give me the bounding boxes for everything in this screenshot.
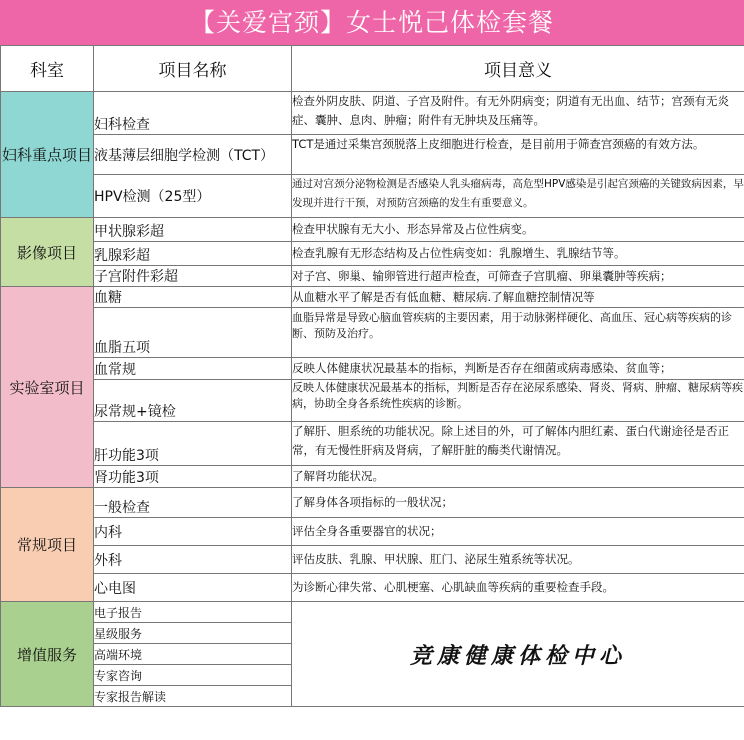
item-meaning: 为诊断心律失常、心肌梗塞、心肌缺血等疾病的重要检查手段。 [292, 574, 744, 602]
item-meaning: 评估全身各重要器官的状况； [292, 518, 744, 546]
item-meaning: 了解身体各项指标的一般状况； [292, 488, 744, 518]
table-row [1, 266, 744, 287]
table-row [1, 422, 744, 466]
table-row [1, 546, 744, 574]
table-row [1, 602, 744, 623]
item-name: 心电图 [94, 574, 292, 602]
table-row [1, 218, 744, 242]
table-row [1, 287, 744, 308]
center-name: 竞康健康体检中心 [292, 602, 744, 707]
item-name: 乳腺彩超 [94, 242, 292, 266]
item-meaning: 检查甲状腺有无大小、形态异常及占位性病变。 [292, 218, 744, 242]
table-row [1, 488, 744, 518]
item-meaning: TCT是通过采集宫颈脱落上皮细胞进行检查，是目前用于筛查宫颈癌的有效方法。 [292, 135, 744, 175]
item-name: 子宫附件彩超 [94, 266, 292, 287]
category-imaging: 影像项目 [1, 218, 94, 287]
item-meaning: 通过对宫颈分泌物检测是否感染人乳头瘤病毒，高危型HPV感染是引起宫颈癌的关键致病因素，早发现并进行干预，对预防宫颈癌的发生有重要意义。 [292, 175, 744, 218]
item-name: 液基薄层细胞学检测（TCT） [94, 135, 292, 175]
table-row [1, 380, 744, 422]
header-meaning: 项目意义 [292, 46, 744, 92]
item-meaning: 血脂异常是导致心脑血管疾病的主要因素，用于动脉粥样硬化、高血压、冠心病等疾病的诊断、预防及治疗。 [292, 308, 744, 358]
item-name: HPV检测（25型） [94, 175, 292, 218]
item-meaning: 检查乳腺有无形态结构及占位性病变如：乳腺增生、乳腺结节等。 [292, 242, 744, 266]
header-department: 科室 [1, 46, 94, 92]
item-name: 尿常规+镜检 [94, 380, 292, 422]
category-regular: 常规项目 [1, 488, 94, 602]
category-value: 增值服务 [1, 602, 94, 707]
table-row [1, 574, 744, 602]
item-name: 内科 [94, 518, 292, 546]
item-meaning: 检查外阴皮肤、阴道、子宫及附件。有无外阴病变；阴道有无出血、结节；宫颈有无炎症、囊肿、息肉、肿瘤；附件有无肿块及压痛等。 [292, 92, 744, 135]
item-meaning: 对子宫、卵巢、输卵管进行超声检查，可筛查子宫肌瘤、卵巢囊肿等疾病； [292, 266, 744, 287]
item-name: 血常规 [94, 358, 292, 380]
table-row [1, 518, 744, 546]
category-lab: 实验室项目 [1, 287, 94, 488]
item-meaning: 反映人体健康状况最基本的指标，判断是否存在泌尿系感染、肾炎、肾病、肿瘤、糖尿病等疾病，协助全身各系统性疾病的诊断。 [292, 380, 744, 422]
item-meaning: 了解肝、胆系统的功能状况。除上述目的外，可了解体内胆红素、蛋白代谢途径是否正常，有无慢性肝病及肾病，了解肝脏的酶类代谢情况。 [292, 422, 744, 466]
item-name: 血糖 [94, 287, 292, 308]
item-meaning: 评估皮肤、乳腺、甲状腺、肛门、泌尿生殖系统等状况。 [292, 546, 744, 574]
item-name: 血脂五项 [94, 308, 292, 358]
item-meaning: 反映人体健康状况最基本的指标，判断是否存在细菌或病毒感染、贫血等； [292, 358, 744, 380]
table-row [1, 175, 744, 218]
item-meaning: 从血糖水平了解是否有低血糖、糖尿病.了解血糖控制情况等 [292, 287, 744, 308]
service-item: 星级服务 [94, 623, 292, 644]
table-row [1, 308, 744, 358]
item-meaning: 了解肾功能状况。 [292, 466, 744, 488]
table-row [1, 135, 744, 175]
item-name: 肝功能3项 [94, 422, 292, 466]
table-header-row [1, 46, 744, 92]
service-item: 高端环境 [94, 644, 292, 665]
package-table [0, 45, 744, 707]
item-name: 甲状腺彩超 [94, 218, 292, 242]
item-name: 肾功能3项 [94, 466, 292, 488]
header-item: 项目名称 [94, 46, 292, 92]
service-item: 电子报告 [94, 602, 292, 623]
item-name: 一般检查 [94, 488, 292, 518]
table-row [1, 92, 744, 135]
table-row [1, 242, 744, 266]
service-item: 专家报告解读 [94, 686, 292, 707]
page-title: 【关爱宫颈】女士悦己体检套餐 [0, 0, 744, 45]
service-item: 专家咨询 [94, 665, 292, 686]
item-name: 妇科检查 [94, 92, 292, 135]
category-gyn: 妇科重点项目 [1, 92, 94, 218]
table-row [1, 466, 744, 488]
item-name: 外科 [94, 546, 292, 574]
table-row [1, 358, 744, 380]
